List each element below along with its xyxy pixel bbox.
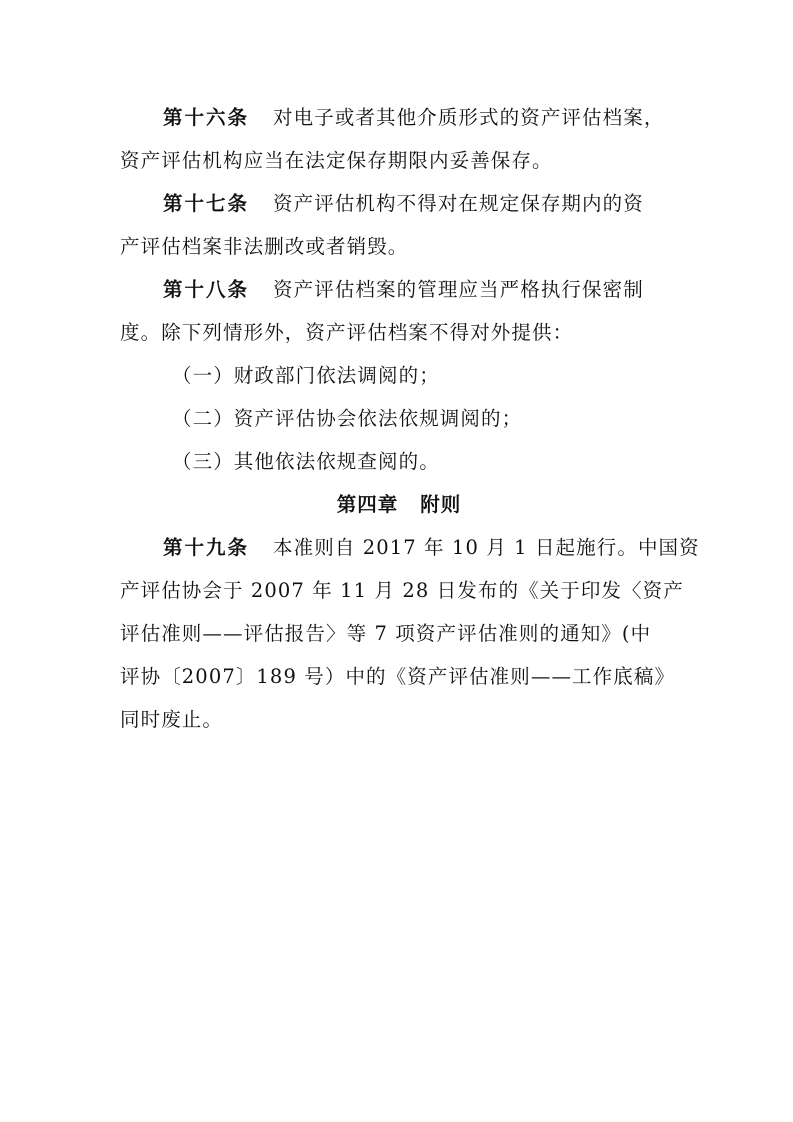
chapter-heading xyxy=(120,483,678,526)
document-body xyxy=(120,96,700,741)
article-18 xyxy=(120,268,678,483)
article-18-line-1 xyxy=(120,268,678,311)
article-18-item-2: （二）资产评估协会依法依规调阅的； xyxy=(172,407,523,430)
article-18-item-1: （一）财政部门依法调阅的； xyxy=(172,364,440,387)
article-19-label: 第十九条 xyxy=(163,536,250,559)
article-18-label: 第十八条 xyxy=(163,278,250,301)
article-17 xyxy=(120,182,678,268)
article-19-text-1: 本准则自 2017 年 10 月 1 日起施行。中国资 xyxy=(273,536,700,559)
article-16-label: 第十六条 xyxy=(163,106,250,129)
chapter-title: 附则 xyxy=(420,493,462,516)
article-16-line-2: 资产评估机构应当在法定保存期限内妥善保存。 xyxy=(120,149,553,172)
article-18-text-1: 资产评估档案的管理应当严格执行保密制 xyxy=(273,278,644,301)
article-18-line-2: 度。除下列情形外，资产评估档案不得对外提供： xyxy=(120,321,574,344)
article-19-line-1 xyxy=(120,526,700,569)
article-18-item-3: （三）其他依法依规查阅的。 xyxy=(172,450,440,473)
article-16 xyxy=(120,96,678,182)
article-17-label: 第十七条 xyxy=(163,192,250,215)
article-19-line-3: 评估准则——评估报告〉等 7 项资产评估准则的通知》(中 xyxy=(120,622,652,645)
article-16-line-1 xyxy=(120,96,678,139)
article-19 xyxy=(120,526,700,741)
article-19-line-2: 产评估协会于 2007 年 11 月 28 日发布的《关于印发〈资产 xyxy=(120,579,684,602)
chapter-number: 第四章 xyxy=(336,493,399,516)
article-17-line-1 xyxy=(120,182,678,225)
article-19-line-5: 同时废止。 xyxy=(120,708,224,731)
article-16-text-1: 对电子或者其他介质形式的资产评估档案， xyxy=(273,106,665,129)
article-19-line-4: 评协〔2007〕189 号）中的《资产评估准则——工作底稿》 xyxy=(120,665,676,688)
article-17-text-1: 资产评估机构不得对在规定保存期内的资 xyxy=(273,192,644,215)
article-17-line-2: 产评估档案非法删改或者销毁。 xyxy=(120,235,409,258)
